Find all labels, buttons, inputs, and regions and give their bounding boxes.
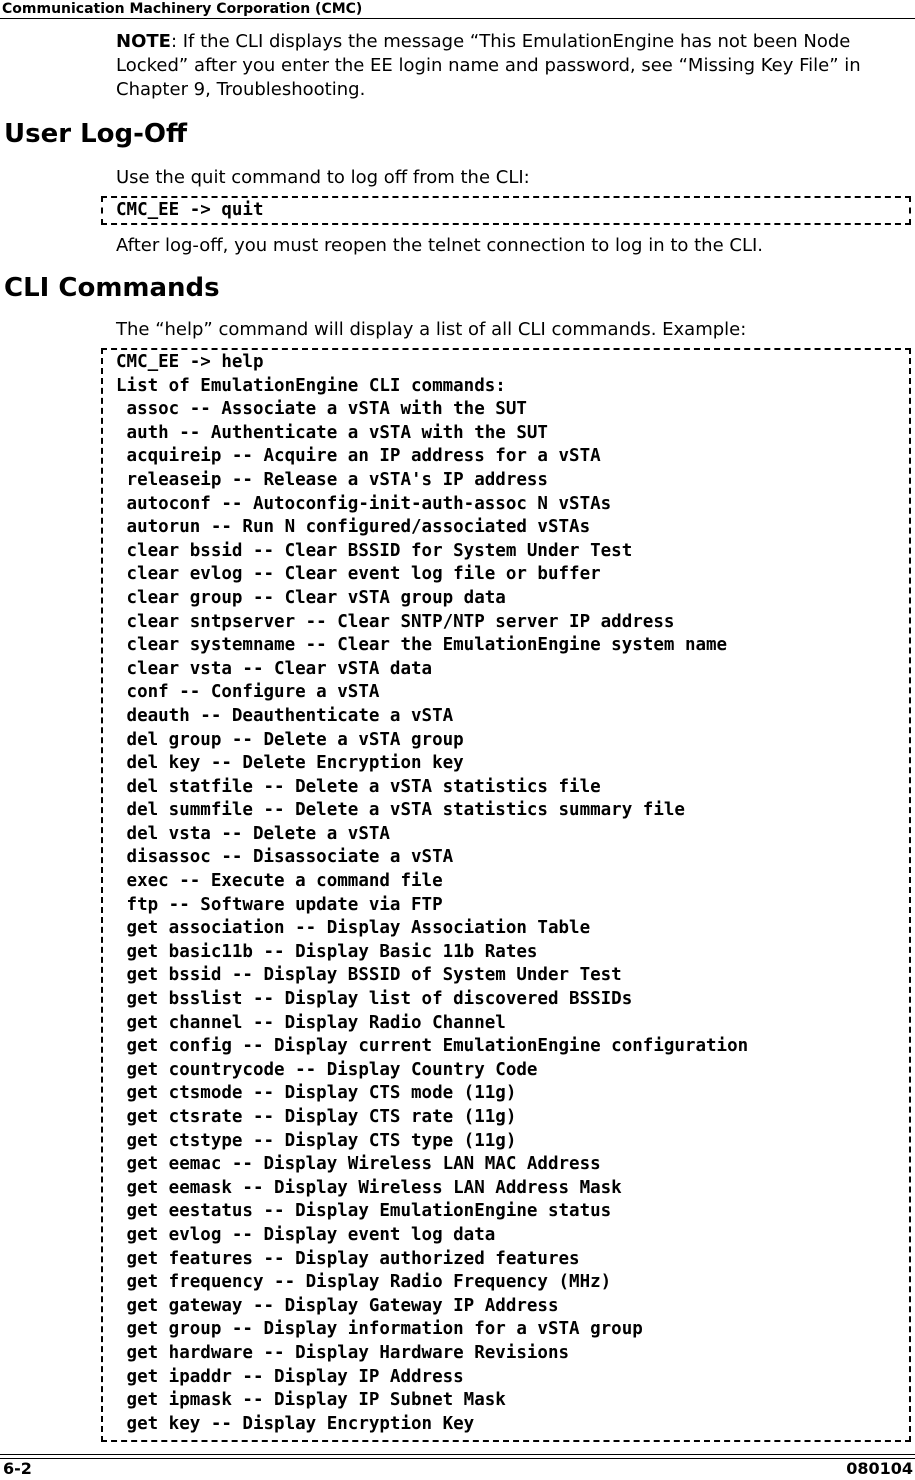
code-line: CMC_EE -> quit [116, 200, 264, 220]
header-title: Communication Machinery Corporation (CMC) [2, 1, 363, 17]
code-line: autorun -- Run N configured/associated vSTAs [116, 517, 591, 538]
code-line: del vsta -- Delete a vSTA [116, 823, 390, 844]
commands-code-box [101, 348, 911, 1442]
code-line: get group -- Display information for a vSTA group [116, 1319, 643, 1340]
code-line: get hardware -- Display Hardware Revisions [116, 1342, 570, 1363]
code-line: clear systemname -- Clear the EmulationEngine system name [116, 635, 728, 656]
code-line: clear sntpserver -- Clear SNTP/NTP server IP address [116, 611, 675, 632]
note-label: NOTE [116, 31, 171, 52]
code-line: CMC_EE -> help [116, 352, 264, 372]
code-line: del group -- Delete a vSTA group [116, 729, 464, 750]
code-line: get frequency -- Display Radio Frequency (MHz) [116, 1272, 612, 1293]
code-line: get ctsrate -- Display CTS rate (11g) [116, 1107, 517, 1127]
code-line: del key -- Delete Encryption key [116, 753, 464, 774]
code-line: get eestatus -- Display EmulationEngine status [116, 1201, 612, 1222]
code-line: ftp -- Software update via FTP [116, 894, 443, 915]
page-header [0, 0, 915, 19]
footer-doc-code: 080104 [846, 1459, 913, 1478]
code-line: deauth -- Deauthenticate a vSTA [116, 705, 454, 726]
code-line: get evlog -- Display event log data [116, 1224, 496, 1245]
code-line: get ipmask -- Display IP Subnet Mask [116, 1390, 506, 1411]
code-line: acquireip -- Acquire an IP address for a vSTA [116, 446, 601, 467]
code-line: conf -- Configure a vSTA [116, 682, 380, 703]
code-line: get eemask -- Display Wireless LAN Address Mask [116, 1177, 622, 1198]
code-line: clear group -- Clear vSTA group data [116, 587, 506, 608]
note-text: : If the CLI displays the message “This EmulationEngine has not been Node Locked” after you enter the EE login name and password, see “Missing Key File” in Chapter 9, Troubleshooting. [116, 31, 861, 100]
code-line: get features -- Display authorized features [116, 1248, 580, 1269]
code-line: get bssid -- Display BSSID of System Under Test [116, 965, 622, 986]
logoff-intro: Use the quit command to log off from the CLI: [116, 167, 530, 188]
code-line: del statfile -- Delete a vSTA statistics file [116, 776, 601, 797]
code-line: get key -- Display Encryption Key [116, 1413, 475, 1434]
code-line: clear evlog -- Clear event log file or buffer [116, 564, 601, 585]
code-line: del summfile -- Delete a vSTA statistics summary file [116, 800, 685, 821]
code-line: auth -- Authenticate a vSTA with the SUT [116, 422, 548, 443]
code-line: get association -- Display Association Table [116, 918, 591, 939]
logoff-after: After log-off, you must reopen the telnet connection to log in to the CLI. [116, 235, 764, 256]
code-line: get gateway -- Display Gateway IP Address [116, 1295, 559, 1316]
code-line: exec -- Execute a command file [116, 871, 443, 892]
code-line: get basic11b -- Display Basic 11b Rates [116, 941, 538, 962]
code-line: releaseip -- Release a vSTA's IP address [116, 469, 548, 490]
commands-intro: The “help” command will display a list of all CLI commands. Example: [116, 319, 747, 340]
code-line: get ctsmode -- Display CTS mode (11g) [116, 1083, 517, 1104]
footer-rule-secondary [0, 1458, 915, 1459]
code-line: get bsslist -- Display list of discovered BSSIDs [116, 989, 633, 1010]
code-line: get channel -- Display Radio Channel [116, 1012, 506, 1033]
code-line: get config -- Display current EmulationEngine configuration [116, 1036, 749, 1057]
code-line: clear vsta -- Clear vSTA data [116, 658, 433, 679]
heading-user-logoff: User Log-Off [4, 119, 188, 149]
code-line: get ipaddr -- Display IP Address [116, 1366, 464, 1387]
footer-rule [0, 1454, 915, 1455]
heading-cli-commands: CLI Commands [4, 273, 220, 303]
code-line: get ctstype -- Display CTS type (11g) [116, 1130, 517, 1151]
code-line: clear bssid -- Clear BSSID for System Under Test [116, 540, 633, 561]
logoff-code-box [101, 196, 911, 225]
code-line: List of EmulationEngine CLI commands: [116, 375, 506, 396]
header-rule [0, 18, 915, 19]
code-line: autoconf -- Autoconfig-init-auth-assoc N vSTAs [116, 493, 612, 514]
page-footer [0, 1452, 915, 1480]
code-line: get eemac -- Display Wireless LAN MAC Address [116, 1154, 601, 1175]
code-line: assoc -- Associate a vSTA with the SUT [116, 399, 527, 420]
code-line: disassoc -- Disassociate a vSTA [116, 847, 454, 868]
note-paragraph [116, 30, 896, 102]
footer-page-number: 6-2 [3, 1459, 32, 1478]
code-line: get countrycode -- Display Country Code [116, 1059, 538, 1080]
